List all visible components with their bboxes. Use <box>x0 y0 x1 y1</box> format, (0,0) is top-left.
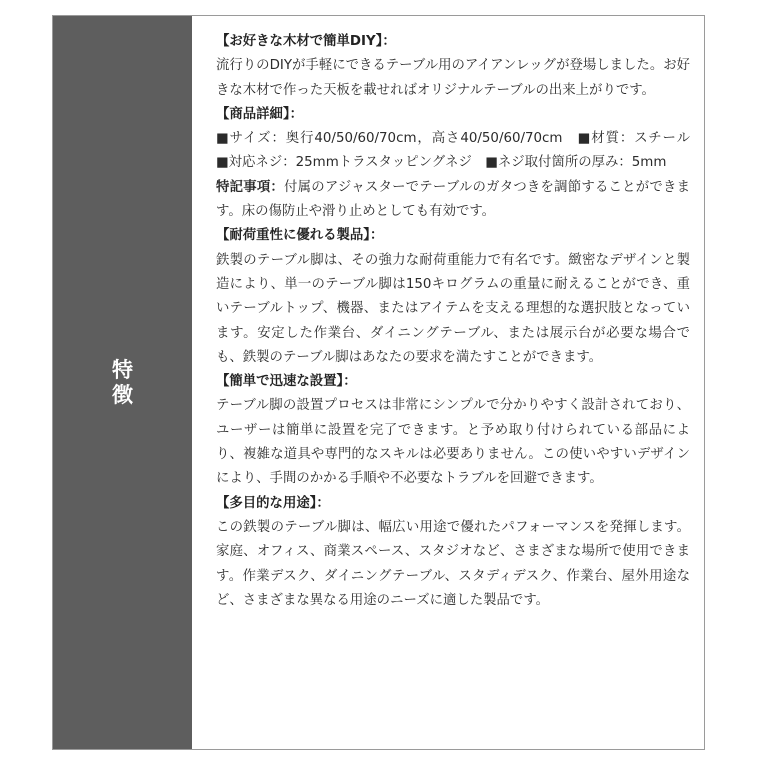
feature-sidebar <box>53 16 192 749</box>
notes-label: 特記事項： <box>216 179 285 195</box>
details-body: ■サイズ：奥行40/50/60/70cm，高さ40/50/60/70cm ■材質：スチール ■対応ネジ：25mmトラスタッピングネジ ■ネジ取付箇所の厚み：5mm <box>216 131 704 171</box>
durability-heading: 【耐荷重性に優れる製品】： <box>216 228 384 244</box>
multi-use-heading: 【多目的な用途】： <box>216 495 330 511</box>
install-body: テーブル脚の設置プロセスは非常にシンプルで分かりやすく設計されており、ユーザーは簡単に設置を完了できます。と予め取り付けられている部品により、複雑な道具や専門的なスキルは必要ありません。この使いやすいデザインにより、手間のかかる手順や不必要なトラブルを回避できます。 <box>216 398 690 487</box>
durability-body: 鉄製のテーブル脚は、その強力な耐荷重能力で有名です。緻密なデザインと製造により、単一のテーブル脚は150キログラムの重量に耐えることができ、重いテーブルトップ、機器、またはアイテムを支える理想的な選択肢となっています。安定した作業台、ダイニングテーブル、または展示台が必要な場合でも、鉄製のテーブル脚はあなたの要求を満たすことができます。 <box>216 252 690 365</box>
diy-body: 流行りのDIYが手軽にできるテーブル用のアイアンレッグが登場しました。お好きな木材で作った天板を載せればオリジナルテーブルの出来上がりです。 <box>216 58 690 98</box>
diy-heading: 【お好きな木材で簡単DIY】： <box>216 34 396 49</box>
notes-body: 付属のアジャスターでテーブルのガタつきを調節することができます。床の傷防止や滑り止めとしても有効です。 <box>216 179 690 220</box>
install-heading: 【簡単で迅速な設置】： <box>216 374 357 390</box>
feature-content <box>192 16 704 749</box>
details-heading: 【商品詳細】： <box>216 106 304 122</box>
notes-paragraph <box>216 176 690 225</box>
feature-sidebar-label: 特徴 <box>112 357 133 407</box>
feature-panel <box>52 15 705 750</box>
multi-use-body: この鉄製のテーブル脚は、幅広い用途で優れたパフォーマンスを発揮します。家庭、オフィス、商業スペース、スタジオなど、さまざまな場所で使用できます。作業デスク、ダイニングテーブル、スタディデスク、作業台、屋外用途など、さまざまな異なる用途のニーズに適した製品です。 <box>216 519 690 608</box>
